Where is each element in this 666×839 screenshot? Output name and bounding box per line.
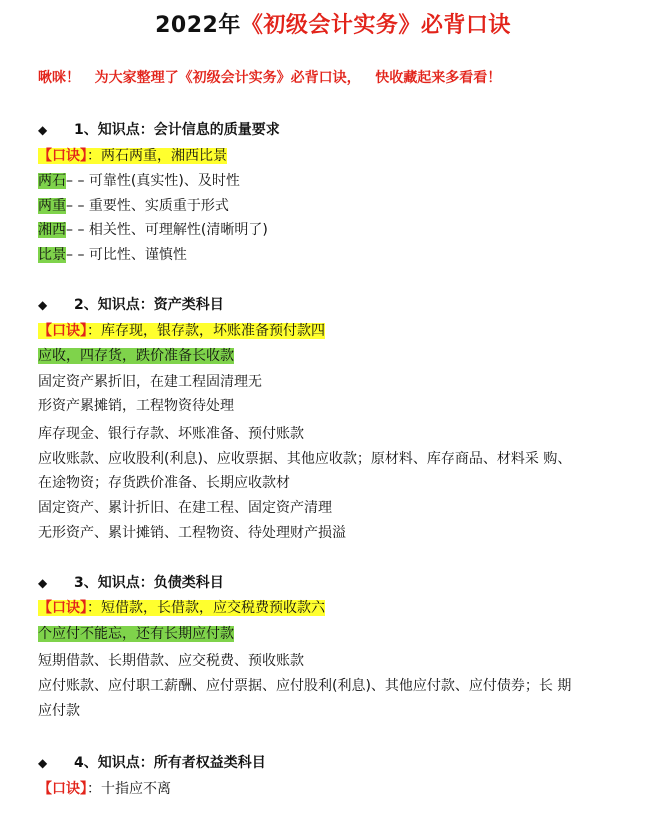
text-line: 应付款 [38,703,80,719]
section-2-heading: ◆ 2、知识点：资产类科目 [38,297,224,313]
title-suffix: 必背口诀 [420,13,511,38]
list-item: 湘西– – 相关性、可理解性(清晰明了) [38,222,268,238]
section-2-mnemonic: 【口诀】：库存现，银存款，坏账准备预付款四 [38,323,325,339]
text-line: 固定资产、累计折旧、在建工程、固定资产清理 [38,500,332,516]
section-3-mnemonic: 【口诀】：短借款，长借款，应交税费预收款六 [38,600,325,616]
title-book: 《初级会计实务》 [240,13,421,38]
bullet-icon: ◆ [38,298,48,312]
mnemonic-tag: 【口诀】 [38,148,87,164]
mnemonic-tag: 【口诀】 [38,781,87,797]
list-item: 两石– – 可靠性(真实性)、及时性 [38,173,240,189]
section-1-heading: ◆ 1、知识点：会计信息的质量要求 [38,122,280,138]
section-3-heading: ◆ 3、知识点：负债类科目 [38,575,224,591]
section-3-mnemonic-cont: 个应付不能忘，还有长期应付款 [38,626,234,642]
section-4-mnemonic: 【口诀】：十指应不离 [38,781,171,797]
text-line: 形资产累摊销，工程物资待处理 [38,398,234,414]
text-line: 库存现金、银行存款、坏账准备、预付账款 [38,426,304,442]
mnemonic-tag: 【口诀】 [38,323,87,339]
bullet-icon: ◆ [38,123,48,137]
list-item: 两重– – 重要性、实质重于形式 [38,198,229,214]
intro-line: 啾咪！ 为大家整理了《初级会计实务》必背口诀， 快收藏起来多看看！ [38,70,502,86]
text-line: 短期借款、长期借款、应交税费、预收账款 [38,653,304,669]
document-title [0,8,666,39]
section-2-mnemonic-cont: 应收，四存货，跌价准备长收款 [38,348,234,364]
bullet-icon: ◆ [38,576,48,590]
title-year: 2022年 [155,13,241,38]
bullet-icon: ◆ [38,756,48,770]
section-4-heading: ◆ 4、知识点：所有者权益类科目 [38,755,266,771]
list-item: 比景– – 可比性、谨慎性 [38,247,187,263]
text-line: 固定资产累折旧，在建工程固清理无 [38,374,262,390]
text-line: 无形资产、累计摊销、工程物资、待处理财产损溢 [38,525,346,541]
text-line: 应付账款、应付职工薪酬、应付票据、应付股利(利息)、其他应付款、应付债券；长 期 [38,678,572,694]
mnemonic-tag: 【口诀】 [38,600,87,616]
section-1-mnemonic: 【口诀】：两石两重，湘西比景 [38,148,227,164]
text-line: 在途物资；存货跌价准备、长期应收款材 [38,475,290,491]
text-line: 应收账款、应收股利(利息)、应收票据、其他应收款；原材料、库存商品、材料采 购、 [38,451,572,467]
